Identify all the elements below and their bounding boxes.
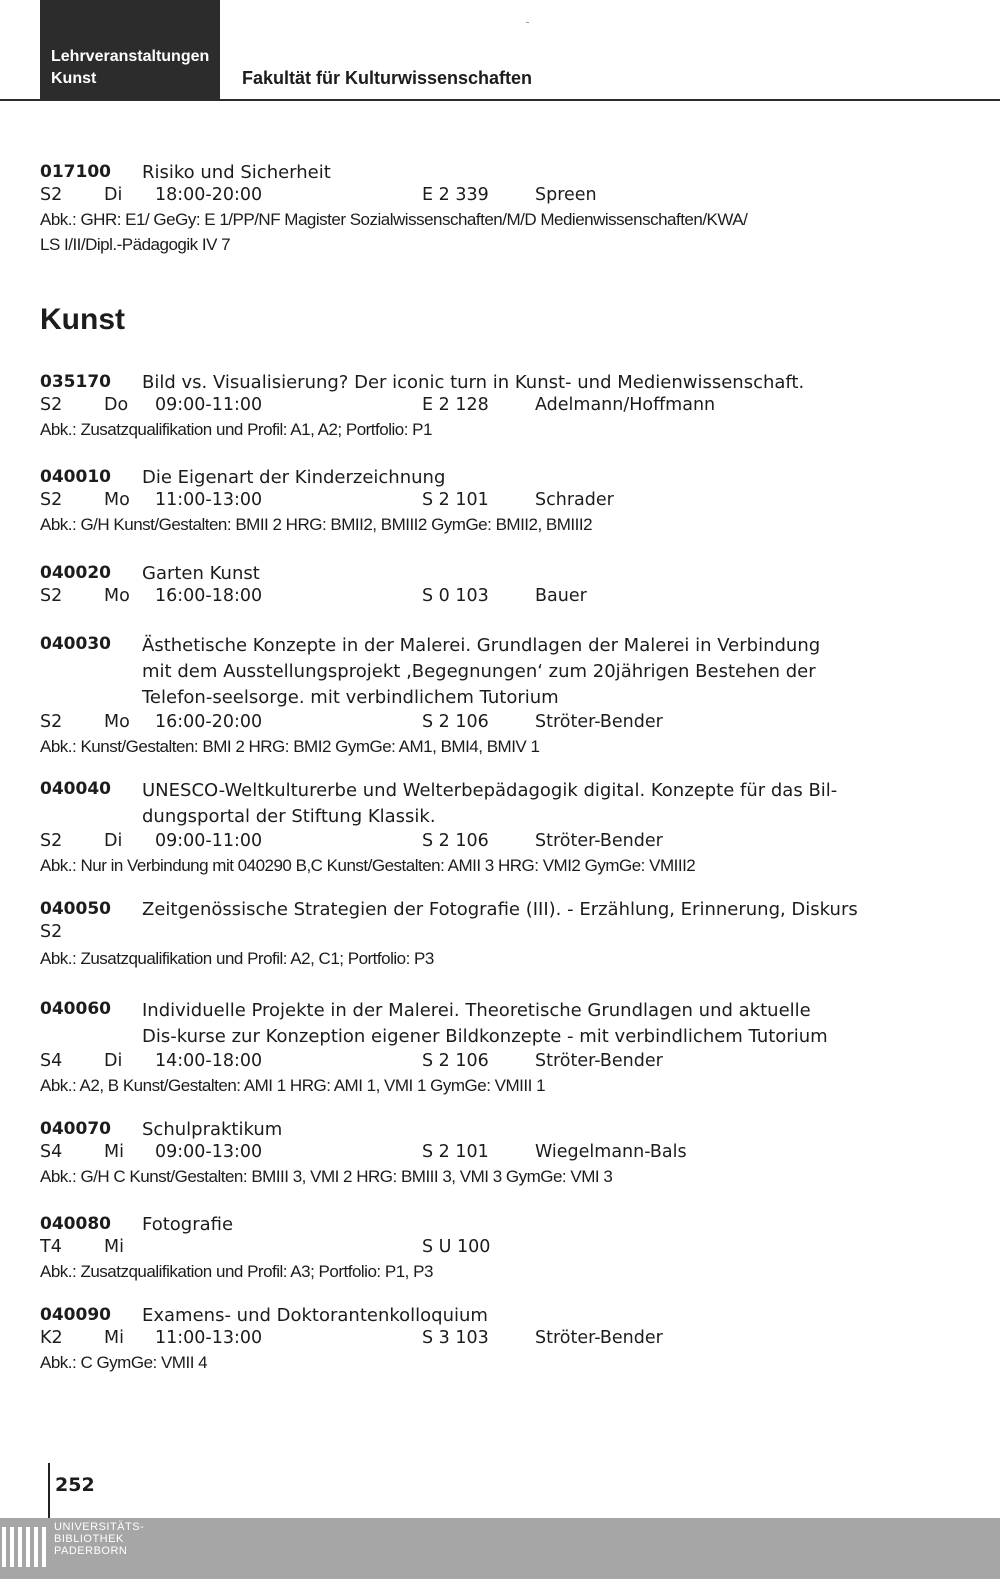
course-code: 040060: [40, 999, 111, 1019]
library-name-line1: UNIVERSITÄTS-: [54, 1521, 145, 1533]
course-room: S 2 101: [422, 490, 489, 510]
course-type: S2: [40, 831, 63, 851]
course-day: Mi: [104, 1142, 124, 1162]
course-type: S2: [40, 185, 63, 205]
course-day: Mo: [104, 490, 130, 510]
course-room: S U 100: [422, 1237, 491, 1257]
page-number: 252: [55, 1474, 95, 1496]
course-day: Di: [104, 1051, 123, 1071]
course-title: Zeitgenössische Strategien der Fotografie (III). - Erzählung, Erinnerung, Diskurs: [142, 899, 858, 920]
course-room: E 2 339: [422, 185, 489, 205]
course-abk: Abk.: G/H Kunst/Gestalten: BMII 2 HRG: BMII2, BMIII2 GymGe: BMII2, BMIII2: [40, 515, 593, 534]
section-tab-line1: Lehrveranstaltungen: [51, 48, 210, 65]
course-lecturer: Ströter-Bender: [535, 831, 663, 851]
header-rule: [0, 99, 1000, 101]
course-code: 040050: [40, 899, 111, 919]
course-entry: [40, 161, 920, 257]
course-title: Die Eigenart der Kinderzeichnung: [142, 467, 446, 488]
course-title: UNESCO-Weltkulturerbe und Welterbepädagogik digital. Konzepte für das Bil-dungsportal der Stiftung Klassik.: [142, 780, 838, 827]
footer-rule: [48, 1463, 50, 1521]
course-entry: [40, 1118, 920, 1189]
course-time: 09:00-11:00: [155, 395, 263, 415]
course-title: Individuelle Projekte in der Malerei. Theoretische Grundlagen und aktuelle Dis-kurse zur Konzeption eigener Bildkonzepte - mit verbindlichem Tutorium: [142, 1000, 828, 1047]
course-day: Mo: [104, 712, 130, 732]
course-lecturer: Spreen: [535, 185, 597, 205]
course-room: S 2 106: [422, 831, 489, 851]
course-lecturer: Ströter-Bender: [535, 1051, 663, 1071]
course-abk: Abk.: Zusatzqualifikation und Profil: A1, A2; Portfolio: P1: [40, 420, 432, 439]
course-code: 035170: [40, 372, 111, 392]
course-title: Risiko und Sicherheit: [142, 162, 331, 183]
course-abk: Abk.: A2, B Kunst/Gestalten: AMI 1 HRG: AMI 1, VMI 1 GymGe: VMIII 1: [40, 1076, 546, 1095]
course-entry: [40, 1304, 920, 1375]
course-title: Fotografie: [142, 1214, 234, 1235]
course-title: Examens- und Doktorantenkolloquium: [142, 1305, 488, 1326]
section-heading: Kunst: [40, 303, 125, 336]
faculty-title: Fakultät für Kulturwissenschaften: [242, 68, 533, 88]
course-type: S4: [40, 1142, 63, 1162]
course-day: Mi: [104, 1328, 124, 1348]
course-abk: Abk.: Zusatzqualifikation und Profil: A3; Portfolio: P1, P3: [40, 1262, 433, 1281]
course-code: 017100: [40, 162, 111, 182]
course-abk: Abk.: C GymGe: VMII 4: [40, 1353, 208, 1372]
library-logo-icon: [2, 1527, 46, 1567]
course-code: 040020: [40, 563, 111, 583]
course-type: S2: [40, 490, 63, 510]
library-name: [54, 1521, 144, 1557]
course-time: 09:00-13:00: [155, 1142, 263, 1162]
course-time: [155, 1236, 422, 1259]
course-day: Do: [104, 395, 129, 415]
course-lecturer: Adelmann/Hoffmann: [535, 395, 716, 415]
library-name-line2: BIBLIOTHEK: [54, 1533, 124, 1545]
course-day: Mo: [104, 586, 130, 606]
course-lecturer: Schrader: [535, 490, 614, 510]
course-entry: [40, 898, 920, 971]
course-abk: Abk.: Zusatzqualifikation und Profil: A2, C1; Portfolio: P3: [40, 949, 434, 968]
course-room: S 2 106: [422, 712, 489, 732]
course-time: 14:00-18:00: [155, 1051, 263, 1071]
course-room: S 2 106: [422, 1051, 489, 1071]
course-entry: [40, 998, 920, 1098]
course-code: 040090: [40, 1305, 111, 1325]
course-entry: [40, 633, 920, 759]
course-code: 040040: [40, 779, 111, 799]
course-title: Garten Kunst: [142, 563, 260, 584]
library-footer-bar: [0, 1518, 1000, 1579]
course-code: 040070: [40, 1119, 111, 1139]
course-time: 16:00-18:00: [155, 586, 263, 606]
course-room: S 3 103: [422, 1328, 489, 1348]
course-time: 16:00-20:00: [155, 712, 263, 732]
course-title: Ästhetische Konzepte in der Malerei. Grundlagen der Malerei in Verbindung mit dem Ausstellungsprojekt ‚Begegnungen‘ zum 20jährigen Bestehen der Telefon-seelsorge. mit verbindlichem Tutorium: [142, 635, 821, 708]
library-name-line3: PADERBORN: [54, 1545, 128, 1557]
course-room: S 0 103: [422, 586, 489, 606]
course-code: 040010: [40, 467, 111, 487]
course-abk-continued: LS I/II/Dipl.-Pädagogik IV 7: [40, 235, 231, 254]
course-day: Di: [104, 185, 123, 205]
course-entry: [40, 371, 920, 442]
course-abk: Abk.: Kunst/Gestalten: BMI 2 HRG: BMI2 GymGe: AM1, BMI4, BMIV 1: [40, 737, 540, 756]
course-type: S2: [40, 395, 63, 415]
course-type: S4: [40, 1051, 63, 1071]
course-entry: [40, 562, 920, 608]
course-time: 11:00-13:00: [155, 490, 263, 510]
section-tab: [40, 0, 220, 100]
course-code: 040030: [40, 634, 111, 654]
course-type: K2: [40, 1328, 63, 1348]
course-abk: Abk.: G/H C Kunst/Gestalten: BMIII 3, VMI 2 HRG: BMIII 3, VMI 3 GymGe: VMI 3: [40, 1167, 613, 1186]
course-day: Di: [104, 831, 123, 851]
course-day: Mi: [104, 1237, 124, 1257]
course-abk: Abk.: GHR: E1/ GeGy: E 1/PP/NF Magister Sozialwissenschaften/M/D Medienwissenschaften/KWA/: [40, 210, 748, 229]
course-lecturer: Ströter-Bender: [535, 1328, 663, 1348]
course-room: S 2 101: [422, 1142, 489, 1162]
course-time: 18:00-20:00: [155, 185, 263, 205]
course-room: E 2 128: [422, 395, 489, 415]
course-type: S2: [40, 712, 63, 732]
page-header: [0, 0, 1000, 102]
course-code: 040080: [40, 1214, 111, 1234]
course-time: 09:00-11:00: [155, 831, 263, 851]
course-entry: [40, 466, 920, 537]
course-abk: Abk.: Nur in Verbindung mit 040290 B,C Kunst/Gestalten: AMII 3 HRG: VMI2 GymGe: VMIII2: [40, 856, 696, 875]
scan-mark: [526, 22, 529, 23]
course-lecturer: Wiegelmann-Bals: [535, 1142, 687, 1162]
section-tab-line2: Kunst: [51, 70, 97, 87]
course-lecturer: Ströter-Bender: [535, 712, 663, 732]
course-title: Bild vs. Visualisierung? Der iconic turn in Kunst- und Medienwissenschaft.: [142, 372, 805, 393]
course-entry: [40, 1213, 920, 1284]
course-type: S2: [40, 922, 63, 942]
course-time: 11:00-13:00: [155, 1328, 263, 1348]
course-lecturer: Bauer: [535, 586, 587, 606]
course-entry: [40, 778, 920, 878]
course-type: S2: [40, 586, 63, 606]
course-type: T4: [40, 1237, 62, 1257]
course-title: Schulpraktikum: [142, 1119, 283, 1140]
